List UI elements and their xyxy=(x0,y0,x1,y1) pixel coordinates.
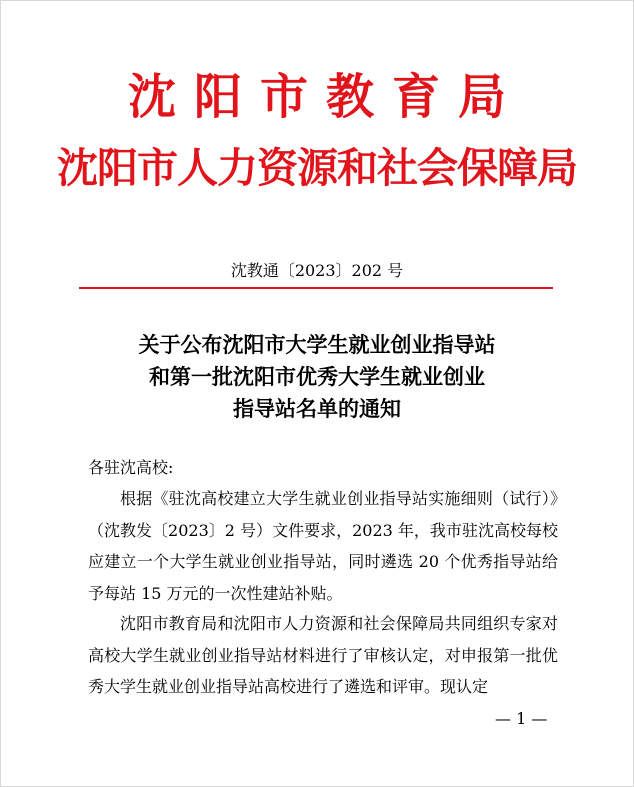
salutation: 各驻沈高校: xyxy=(88,458,174,477)
body-paragraph: 沈阳市教育局和沈阳市人力资源和社会保障局共同组织专家对高校大学生就业创业指导站材料进行了审核认定，对申报第一批优秀大学生就业创业指导站高校进行了遴选和评审。现认定 xyxy=(88,614,558,696)
red-divider-line xyxy=(79,287,553,289)
issuer-name-hr-bureau: 沈阳市人力资源和社会保障局 xyxy=(57,144,577,192)
title-line: 指导站名单的通知 xyxy=(233,397,401,421)
document-number: 沈教通〔2023〕202 号 xyxy=(230,261,404,280)
title-line: 关于公布沈阳市大学生就业创业指导站 xyxy=(138,333,496,357)
body-paragraph: 根据《驻沈高校建立大学生就业创业指导站实施细则（试行）》（沈教发〔2023〕2 号）文件要求，2023 年，我市驻沈高校每校应建立一个大学生就业创业指导站，同时遴选 20 个优秀指导站给予每站 15 万元的一次性建站补贴。 xyxy=(88,489,558,603)
document-title xyxy=(0,329,634,425)
title-line: 和第一批沈阳市优秀大学生就业创业 xyxy=(149,365,485,389)
issuer-name-education-bureau: 沈阳市教育局 xyxy=(127,69,524,125)
page-number: — 1 — xyxy=(495,709,548,728)
